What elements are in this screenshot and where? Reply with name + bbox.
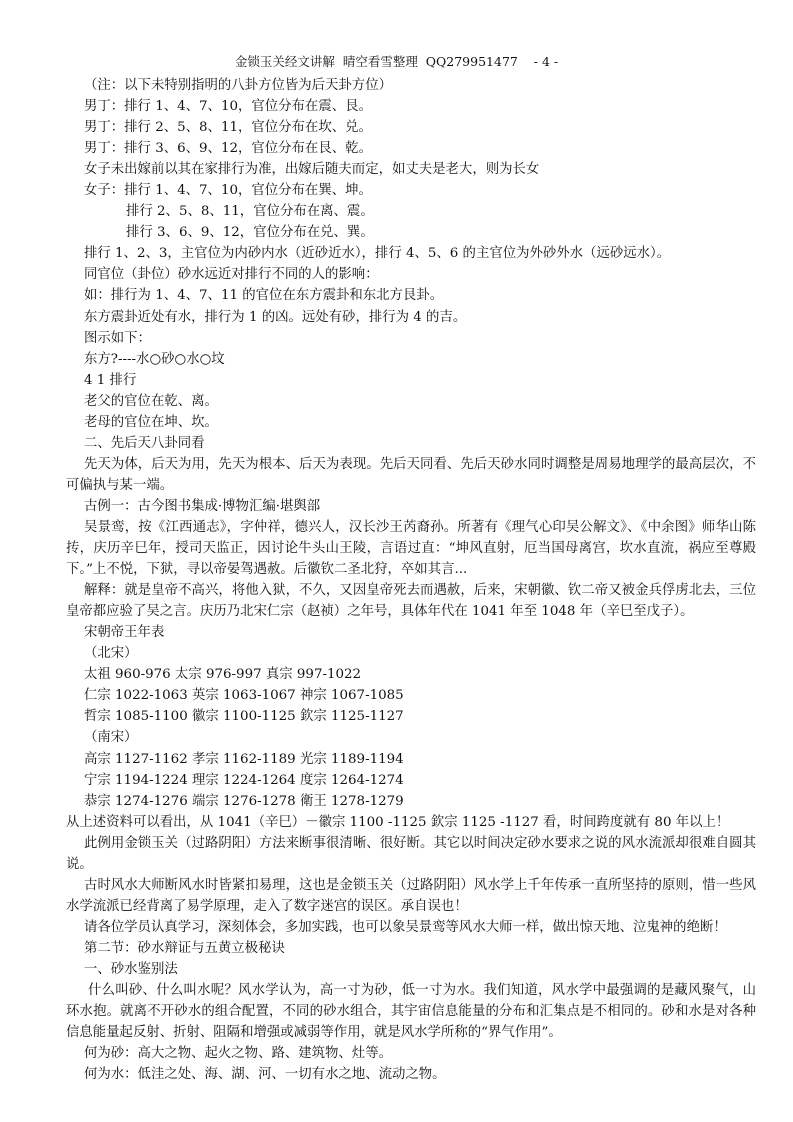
text-line: 何为砂：高大之物、起火之物、路、建筑物、灶等。: [84, 1046, 392, 1062]
note-line: （注：以下未特别指明的八卦方位皆为后天卦方位）: [84, 78, 392, 93]
table-group: （北宋）: [84, 646, 138, 662]
table-row: 太祖 960-976 太宗 976-997 真宗 997-1022: [84, 667, 362, 683]
text-line: 东方震卦近处有水，排行为 1 的凶。远处有砂，排行为 4 的吉。: [84, 309, 467, 325]
text-line: 老父的官位在乾、离。: [84, 393, 218, 409]
text-line: 男丁：排行 2、5、8、11，官位分布在坎、兑。: [84, 120, 372, 136]
text-line: 从上述资料可以看出，从 1041（辛巳）－徽宗 1100 -1125 欽宗 1125 -1127 看，时间跨度就有 80 年以上！: [66, 814, 730, 830]
text-line: 排行 1、2、3，主官位为内砂内水（近砂近水），排行 4、5、6 的主官位为外砂外水（远砂远水）。: [84, 246, 671, 262]
diagram-line: 4 1 排行: [84, 372, 137, 388]
text-line: 女子：排行 1、4、7、10，官位分布在巽、坤。: [84, 183, 372, 199]
table-row: 恭宗 1274-1276 端宗 1276-1278 衛王 1278-1279: [84, 793, 404, 809]
text-line: 如：排行为 1、4、7、11 的官位在东方震卦和东北方艮卦。: [84, 288, 444, 304]
text-line: 老母的官位在坤、坎。: [84, 414, 218, 430]
section-heading: 二、先后天八卦同看: [84, 435, 205, 451]
table-row: 仁宗 1022-1063 英宗 1063-1067 神宗 1067-1085: [84, 688, 404, 704]
table-row: 高宗 1127-1162 孝宗 1162-1189 光宗 1189-1194: [84, 751, 404, 767]
paragraph: 先天为体，后天为用，先天为根本、后天为表现。先后天同看、先后天砂水同时调整是周易地理学的最高层次，不可偏执与某一端。: [66, 456, 756, 493]
page-header: 金锁玉关经文讲解 晴空看雪整理 QQ279951477 - 4 -: [234, 54, 559, 69]
table-row: 宁宗 1194-1224 理宗 1224-1264 度宗 1264-1274: [84, 772, 404, 788]
text-line: 排行 2、5、8、11，官位分布在离、震。: [126, 204, 374, 220]
text-line: 何为水：低洼之处、海、湖、河、一切有水之地、流动之物。: [84, 1067, 446, 1083]
document-body: [66, 75, 756, 1085]
example-heading: 古例一：古今图书集成·博物汇编·堪舆部: [84, 498, 321, 514]
text-line: 排行 3、6、9、12，官位分布在兑、巽。: [126, 225, 374, 241]
section-heading: 第二节：砂水辩证与五黄立极秘诀: [84, 940, 285, 956]
paragraph: 古时风水大师断风水时皆紧扣易理，这也是金锁玉关（过路阴阳）风水学上千年传承一直所坚持的原则，惜一些风水学流派已经背离了易学原理，走入了数字迷宫的误区。承自误也！: [66, 877, 756, 914]
text-line: 图示如下：: [84, 330, 151, 346]
text-line: 男丁：排行 3、6、9、12，官位分布在艮、乾。: [84, 141, 372, 157]
text-line: 请各位学员认真学习，深刻体会，多加实践，也可以象吴景鸾等风水大师一样，做出惊天地、泣鬼神的绝断！: [84, 919, 727, 935]
table-row: 哲宗 1085-1100 徽宗 1100-1125 欽宗 1125-1127: [84, 709, 404, 725]
paragraph: 吴景鸾，按《江西通志》，字仲祥，德兴人，汉长沙王芮裔孙。所著有《理气心印吴公解文》、《中余图》师华山陈抟，庆历辛巳年，授司天监正，因讨论牛头山王陵，言语过直：“坤风直射，厄当国母离宫，坎水直流，祸应至尊殿下。”上不悦，下狱，寻以帝晏驾遇赦。后徽钦二圣北狩，卒如其言...: [66, 519, 756, 578]
table-group: （南宋）: [84, 730, 138, 746]
diagram-line: 东方?----水○砂○水○坟: [84, 351, 225, 367]
subsection-heading: 一、砂水鉴别法: [84, 961, 178, 977]
text-line: 同官位（卦位）砂水远近对排行不同的人的影响：: [84, 267, 379, 283]
paragraph: 什么叫砂、什么叫水呢？风水学认为，高一寸为砂，低一寸为水。我们知道，风水学中最强调的是藏风聚气，山环水抱。就离不开砂水的组合配置，不同的砂水组合，其宇宙信息能量的分布和汇集点是不相同的。砂和水是对各种信息能量起反射、折射、阻隔和增强或减弱等作用，就是风水学所称的“界气作用”。: [66, 983, 756, 1041]
text-line: 女子未出嫁前以其在家排行为准，出嫁后随夫而定，如丈夫是老大，则为长女: [84, 162, 540, 178]
table-title: 宋朝帝王年表: [84, 625, 165, 641]
text-line: 男丁：排行 1、4、7、10，官位分布在震、艮。: [84, 99, 372, 115]
paragraph: 解释：就是皇帝不高兴，将他入狱，不久，又因皇帝死去而遇赦，后来，宋朝徽、钦二帝又被金兵俘虏北去，三位皇帝都应验了吴之言。庆历乃北宋仁宗（赵祯）之年号，具体年代在 1041 年至 1048 年（辛巳至戊子）。: [66, 583, 756, 620]
paragraph: 此例用金锁玉关（过路阴阳）方法来断事很清晰、很好断。其它以时间决定砂水要求之说的风水流派却很难自圆其说。: [66, 835, 756, 872]
